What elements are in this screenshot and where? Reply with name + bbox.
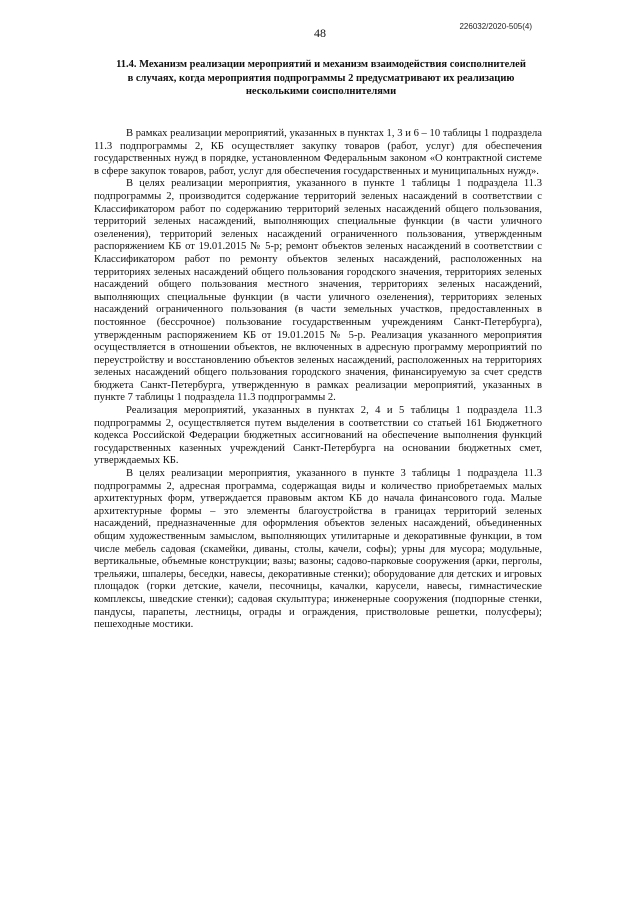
paragraph: В рамках реализации мероприятий, указанных в пунктах 1, 3 и 6 – 10 таблицы 1 подраздела 11.3 подпрограммы 2, КБ осуществляет закупку товаров (работ, услуг) для обеспечения государственных нужд в порядке, установленном Федеральным законом «О контрактной системе в сфере закупок товаров, работ, услуг для обеспечения государственных и муниципальных нужд». bbox=[94, 128, 542, 177]
page-number: 48 bbox=[314, 26, 326, 40]
section-heading: 11.4. Механизм реализации мероприятий и механизм взаимодействия соисполнителей в случаях, когда мероприятия подпрограммы 2 предусматривают их реализацию несколькими соисполнителями bbox=[116, 59, 526, 97]
body-text bbox=[94, 128, 542, 632]
document-code: 226032/2020-505(4) bbox=[459, 22, 532, 31]
paragraph: В целях реализации мероприятия, указанного в пункте 1 таблицы 1 подраздела 11.3 подпрограммы 2, производится содержание территорий зеленых насаждений в соответствии с Классификатором работ по содержанию территорий зеленых насаждений общего пользования, территорий зеленых насаждений, выполняющих специальные функции (в части уличного озеленения), территорий зеленых насаждений ограниченного пользования, утвержденным распоряжением КБ от 19.01.2015 № 5-р; ремонт объектов зеленых насаждений в соответствии с Классификатором работ по ремонту объектов зеленых насаждений, расположенных на территориях зеленых насаждений общего пользования городского значения, территориях зеленых насаждений общего пользования местного значения, территориях зеленых насаждений, выполняющих специальные функции (в части уличного озеленения), территориях зеленых насаждений ограниченного пользования (в части земельных участков, предоставленных в постоянное (бессрочное) пользование государственным учреждениям Санкт-Петербурга), утвержденным распоряжением КБ от 19.01.2015 № 5-р. Реализация указанного мероприятия осуществляется в отношении объектов, не включенных в адресную программу мероприятий по переустройству и восстановлению объектов зеленых насаждений, расположенных на территориях зеленых насаждений общего пользования городского значения, финансируемую за счет средств бюджета Санкт-Петербурга, утвержденную в рамках реализации мероприятий, указанных в пункте 7 таблицы 1 подраздела 11.3 подпрограммы 2. bbox=[94, 178, 542, 404]
paragraph: Реализация мероприятий, указанных в пунктах 2, 4 и 5 таблицы 1 подраздела 11.3 подпрограммы 2, осуществляется путем выделения в соответствии со статьей 161 Бюджетного кодекса Российской Федерации бюджетных ассигнований на обеспечение выполнения функций государственных казенных учреждений Санкт-Петербурга на основании бюджетных смет, утверждаемых КБ. bbox=[94, 405, 542, 467]
paragraph: В целях реализации мероприятия, указанного в пункте 3 таблицы 1 подраздела 11.3 подпрограммы 2, адресная программа, содержащая виды и количество приобретаемых малых архитектурных форм, утверждается правовым актом КБ до начала финансового года. Малые архитектурные формы – это элементы благоустройства в границах территорий зеленых насаждений, предназначенные для оформления объектов зеленых насаждений, объединенных общим художественным замыслом, выполняющих утилитарные и декоративные функции, в том числе мебель садовая (скамейки, диваны, столы, качели, софы); урны для мусора; модульные, вертикальные, объемные конструкции; вазы; вазоны; садово-парковые сооружения (арки, перголы, трельяжи, шпалеры, беседки, навесы, декоративные стенки); оборудование для детских и игровых площадок (горки детские, качели, песочницы, качалки, карусели, навесы, гимнастические комплексы, шведские стенки); садовая скульптура; инженерные сооружения (подпорные стенки, пандусы, парапеты, лестницы, ограды и ограждения, пристволовые решетки, полусферы); пешеходные мостики. bbox=[94, 468, 542, 631]
